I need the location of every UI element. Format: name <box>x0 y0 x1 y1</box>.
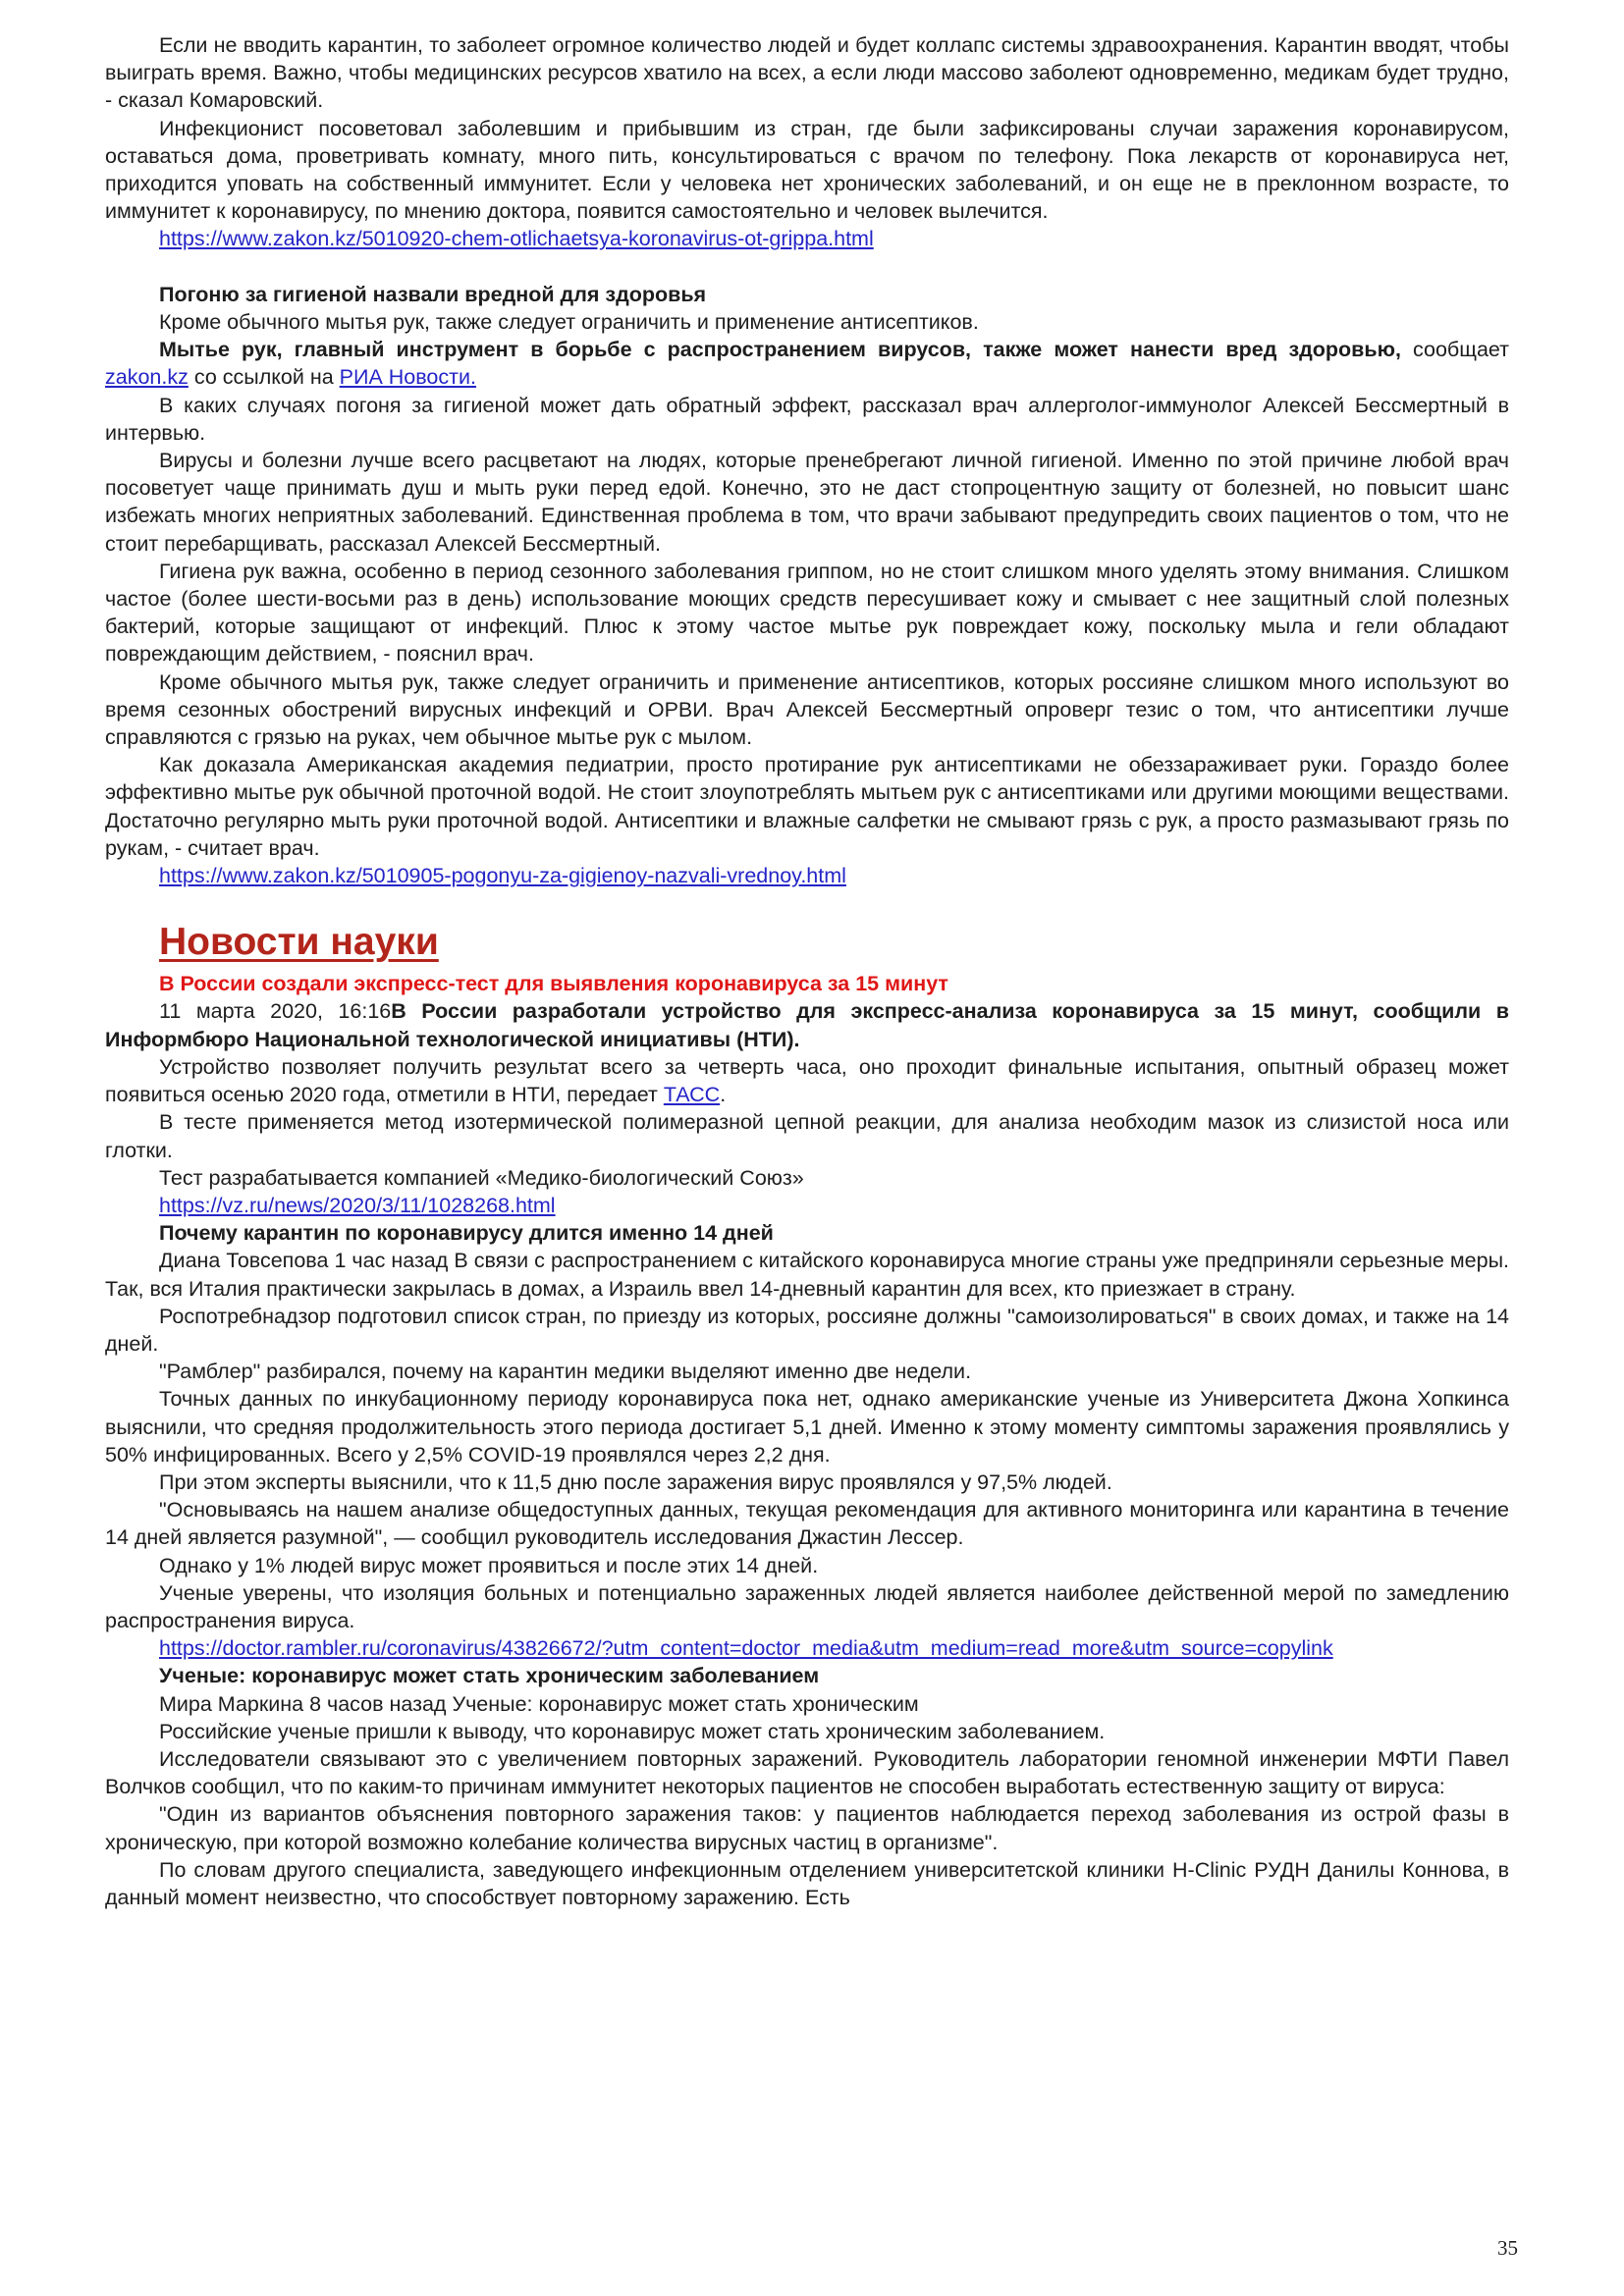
paragraph-konnov <box>105 1856 1509 1911</box>
text-run: Гигиена рук важна, особенно в период сезонного заболевания гриппом, но не стоит слишком много уделять этому внимания. Слишком частое (более шести-восьми раз в день) использование моющих средств пересушивает кожу и смывает с нее защитный слой полезных бактерий, которые защищают от инфекций. Плюс к этому частое мытье рук повреждает кожу, поскольку мыла и гели обладают повреждающим действием, - пояснил врач. <box>105 559 1509 667</box>
hyperlink-vz-news <box>105 1192 1509 1219</box>
text-run: Инфекционист посоветовал заболевшим и прибывшим из стран, где были зафиксированы случаи заражения коронавирусом, оставаться дома, проветривать комнату, много пить, консультироваться с врачом по телефону. Пока лекарств от коронавируса нет, приходится уповать на собственный иммунитет. Если у человека нет хронических заболеваний, и он еще не в преклонном возрасте, то иммунитет к коронавирусу, по мнению доктора, появится самостоятельно и человек вылечится. <box>105 116 1509 224</box>
paragraph-one-percent <box>105 1552 1509 1579</box>
text-run: сообщает <box>1400 338 1509 362</box>
spacer <box>105 253 1509 281</box>
text-run: Однако у 1% людей вирус может проявиться и после этих 14 дней. <box>159 1553 819 1577</box>
paragraph-viruses-thrive <box>105 447 1509 558</box>
text-run: Кроме обычного мытья рук, также следует ограничить и применение антисептиков, которых россияне слишком много используют во время сезонных обострений вирусных инфекций и ОРВИ. Врач Алексей Бессмертный опроверг тезис о том, что антисептики лучше справляются с грязью на руках, чем обычное мытье рук с мылом. <box>105 669 1509 750</box>
paragraph-isothermal-method <box>105 1108 1509 1163</box>
hyperlink[interactable]: https://www.zakon.kz/5010920-chem-otlichaetsya-koronavirus-ot-grippa.html <box>159 227 874 251</box>
text-run: Ученые: коронавирус может стать хроническим заболеванием <box>159 1664 820 1688</box>
paragraph-infectionist-advice <box>105 115 1509 226</box>
paragraph-device-result <box>105 1053 1509 1108</box>
paragraph-markina-lead <box>105 1690 1509 1718</box>
text-run: Мытье рук, главный инструмент в борьбе с распространением вирусов, также может нанести вред здоровью, <box>159 338 1401 362</box>
hyperlink[interactable]: https://vz.ru/news/2020/3/11/1028268.html <box>159 1193 556 1217</box>
hyperlink[interactable]: https://doctor.rambler.ru/coronavirus/43826672/?utm_content=doctor_media&utm_medium=read_more&utm_source=copylink <box>159 1636 1333 1661</box>
paragraph-rambler-investigates <box>105 1358 1509 1385</box>
text-run: Тест разрабатывается компанией «Медико-биологический Союз» <box>159 1165 804 1190</box>
text-run: В тесте применяется метод изотермической полимеразной цепной реакции, для анализа необходим мазок из слизистой носа или глотки. <box>105 1110 1509 1162</box>
text-run: Мира Маркина 8 часов назад Ученые: коронавирус может стать хроническим <box>159 1691 919 1716</box>
text-run: Диана Товсепова 1 час назад В связи с распространением с китайского коронавируса многие страны уже предприняли серьезные меры. Так, вся Италия практически закрылась в домах, а Израиль ввел 14-дневный карантин для всех, кто приезжает в страну. <box>105 1249 1509 1301</box>
hyperlink-zakon-gigiena <box>105 862 1509 889</box>
document-body <box>105 31 1509 1911</box>
hyperlink[interactable]: https://www.zakon.kz/5010905-pogonyu-za-gigienoy-nazvali-vrednoy.html <box>159 864 846 888</box>
paragraph-doctor-interview <box>105 392 1509 447</box>
paragraph-lesser-quote <box>105 1496 1509 1551</box>
paragraph-volchkov-quote <box>105 1800 1509 1855</box>
text-run: Новости науки <box>159 921 439 964</box>
page-number: 35 <box>1497 2236 1518 2260</box>
text-run: "Один из вариантов объяснения повторного заражения таков: у пациентов наблюдается переход заболевания из острой фазы в хроническую, при которой возможно колебание количества вирусных частиц в организме". <box>105 1802 1509 1854</box>
text-run: В каких случаях погоня за гигиеной может дать обратный эффект, рассказал врач аллерголог-иммунолог Алексей Бессмертный в интервью. <box>105 393 1509 445</box>
paragraph-experts-11-5-day <box>105 1468 1509 1496</box>
paragraph-isolation-effective <box>105 1579 1509 1634</box>
text-run: Устройство позволяет получить результат всего за четверть часа, оно проходит финальные испытания, опытный образец может появиться осенью 2020 года, отметили в НТИ, передает <box>105 1054 1509 1107</box>
article-title-express-test <box>105 970 1509 997</box>
text-run: Кроме обычного мытья рук, также следует ограничить и применение антисептиков. <box>159 310 979 335</box>
text-run: со ссылкой на <box>188 365 340 390</box>
text-run: Ученые уверены, что изоляция больных и потенциально зараженных людей является наиболее действенной мерой по замедлению распространения вируса. <box>105 1580 1509 1632</box>
text-run: В России создали экспресс-тест для выявления коронавируса за 15 минут <box>159 972 948 996</box>
text-run: Если не вводить карантин, то заболеет огромное количество людей и будет коллапс системы здравоохранения. Карантин вводят, чтобы выиграть время. Важно, чтобы медицинских ресурсов хватило на всех, а если люди массово заболеют одновременно, медикам будет трудно, - сказал Комаровский. <box>105 33 1509 113</box>
hyperlink[interactable]: РИА Новости. <box>339 365 476 390</box>
section-title-science-news <box>105 919 1509 966</box>
heading-quarantine-14-days <box>105 1219 1509 1247</box>
paragraph-rospotrebnadzor <box>105 1303 1509 1358</box>
text-run: В России разработали устройство для экспресс-анализа коронавируса за 15 минут, сообщили в Информбюро Национальной технологической инициативы (НТИ). <box>105 999 1510 1051</box>
text-run: Почему карантин по коронавирусу длится именно 14 дней <box>159 1221 774 1246</box>
text-run: Исследователи связывают это с увеличением повторных заражений. Руководитель лаборатории геномной инженерии МФТИ Павел Волчков сообщил, что по каким-то причинам иммунитет некоторых пациентов не способен выработать естественную защиту от вируса: <box>105 1746 1509 1799</box>
paragraph-test-developer <box>105 1164 1509 1192</box>
text-run: При этом эксперты выяснили, что к 11,5 дню после заражения вирус проявлялся у 97,5% людей. <box>159 1469 1112 1494</box>
text-run: Точных данных по инкубационному периоду коронавируса пока нет, однако американские ученые из Университета Джона Хопкинса выяснили, что средняя продолжительность этого периода достигает 5,1 дней. Именно к этому моменту симптомы заражения проявлялись у 50% инфицированных. Всего у 2,5% COVID-19 проявлялся через 2,2 дня. <box>105 1387 1509 1467</box>
paragraph-handwashing-lead <box>105 336 1509 391</box>
hyperlink[interactable]: ТАСС <box>663 1083 721 1107</box>
paragraph-incubation-period <box>105 1385 1509 1468</box>
text-run: Российские ученые пришли к выводу, что коронавирус может стать хроническим заболеванием. <box>159 1719 1106 1743</box>
hyperlink-zakon-grippa <box>105 225 1509 252</box>
hyperlink-rambler-doctor <box>105 1634 1509 1662</box>
paragraph-express-test-lead <box>105 997 1509 1052</box>
heading-chronic-disease <box>105 1662 1509 1689</box>
heading-hygiene-harmful <box>105 281 1509 308</box>
hyperlink[interactable]: zakon.kz <box>105 365 189 390</box>
paragraph-pediatrics-academy <box>105 751 1509 862</box>
text-run: Погоню за гигиеной назвали вредной для здоровья <box>159 282 707 306</box>
paragraph-russian-scientists <box>105 1718 1509 1745</box>
text-run: Роспотребнадзор подготовил список стран, по приезду из которых, россияне должны "самоизолироваться" в своих домах, и также на 14 дней. <box>105 1304 1509 1356</box>
text-run: "Рамблер" разбирался, почему на карантин медики выделяют именно две недели. <box>159 1360 972 1384</box>
paragraph-hand-hygiene-important <box>105 558 1509 668</box>
paragraph-quarantine-collapse <box>105 31 1509 115</box>
text-run: "Основываясь на нашем анализе общедоступных данных, текущая рекомендация для активного мониторинга или карантина в течение 14 дней является разумной", — сообщил руководитель исследования Джастин Лессер. <box>105 1498 1509 1550</box>
paragraph-antiseptics-orvi <box>105 668 1509 752</box>
text-run: . <box>720 1083 727 1107</box>
text-run: Как доказала Американская академия педиатрии, просто протирание рук антисептиками не обеззараживает руки. Гораздо более эффективно мытье рук обычной проточной водой. Не стоит злоупотреблять мытьем рук с антисептиками или другими моющими веществами. Достаточно регулярно мыть руки проточной водой. Антисептики и влажные салфетки не смывают грязь с рук, а просто размазывают грязь по рукам, - считает врач. <box>105 753 1509 860</box>
paragraph-reinfections <box>105 1745 1509 1800</box>
text-run: По словам другого специалиста, заведующего инфекционным отделением университетской клиники H-Clinic РУДН Данилы Коннова, в данный момент неизвестно, что способствует повторному заражению. Есть <box>105 1857 1509 1909</box>
paragraph-countries-measures <box>105 1247 1509 1302</box>
text-run: Вирусы и болезни лучше всего расцветают на людях, которые пренебрегают личной гигиеной. Именно по этой причине любой врач посоветует чаще принимать душ и мыть руки перед едой. Конечно, это не даст стопроцентную защиту от болезней, но повысит шанс избежать многих неприятных заболеваний. Единственная проблема в том, что врачи забывают предупредить своих пациентов о том, что не стоит перебарщивать, рассказал Алексей Бессмертный. <box>105 449 1509 556</box>
paragraph-antiseptics-limit <box>105 308 1509 336</box>
text-run: 11 марта 2020, 16:16 <box>159 999 392 1024</box>
